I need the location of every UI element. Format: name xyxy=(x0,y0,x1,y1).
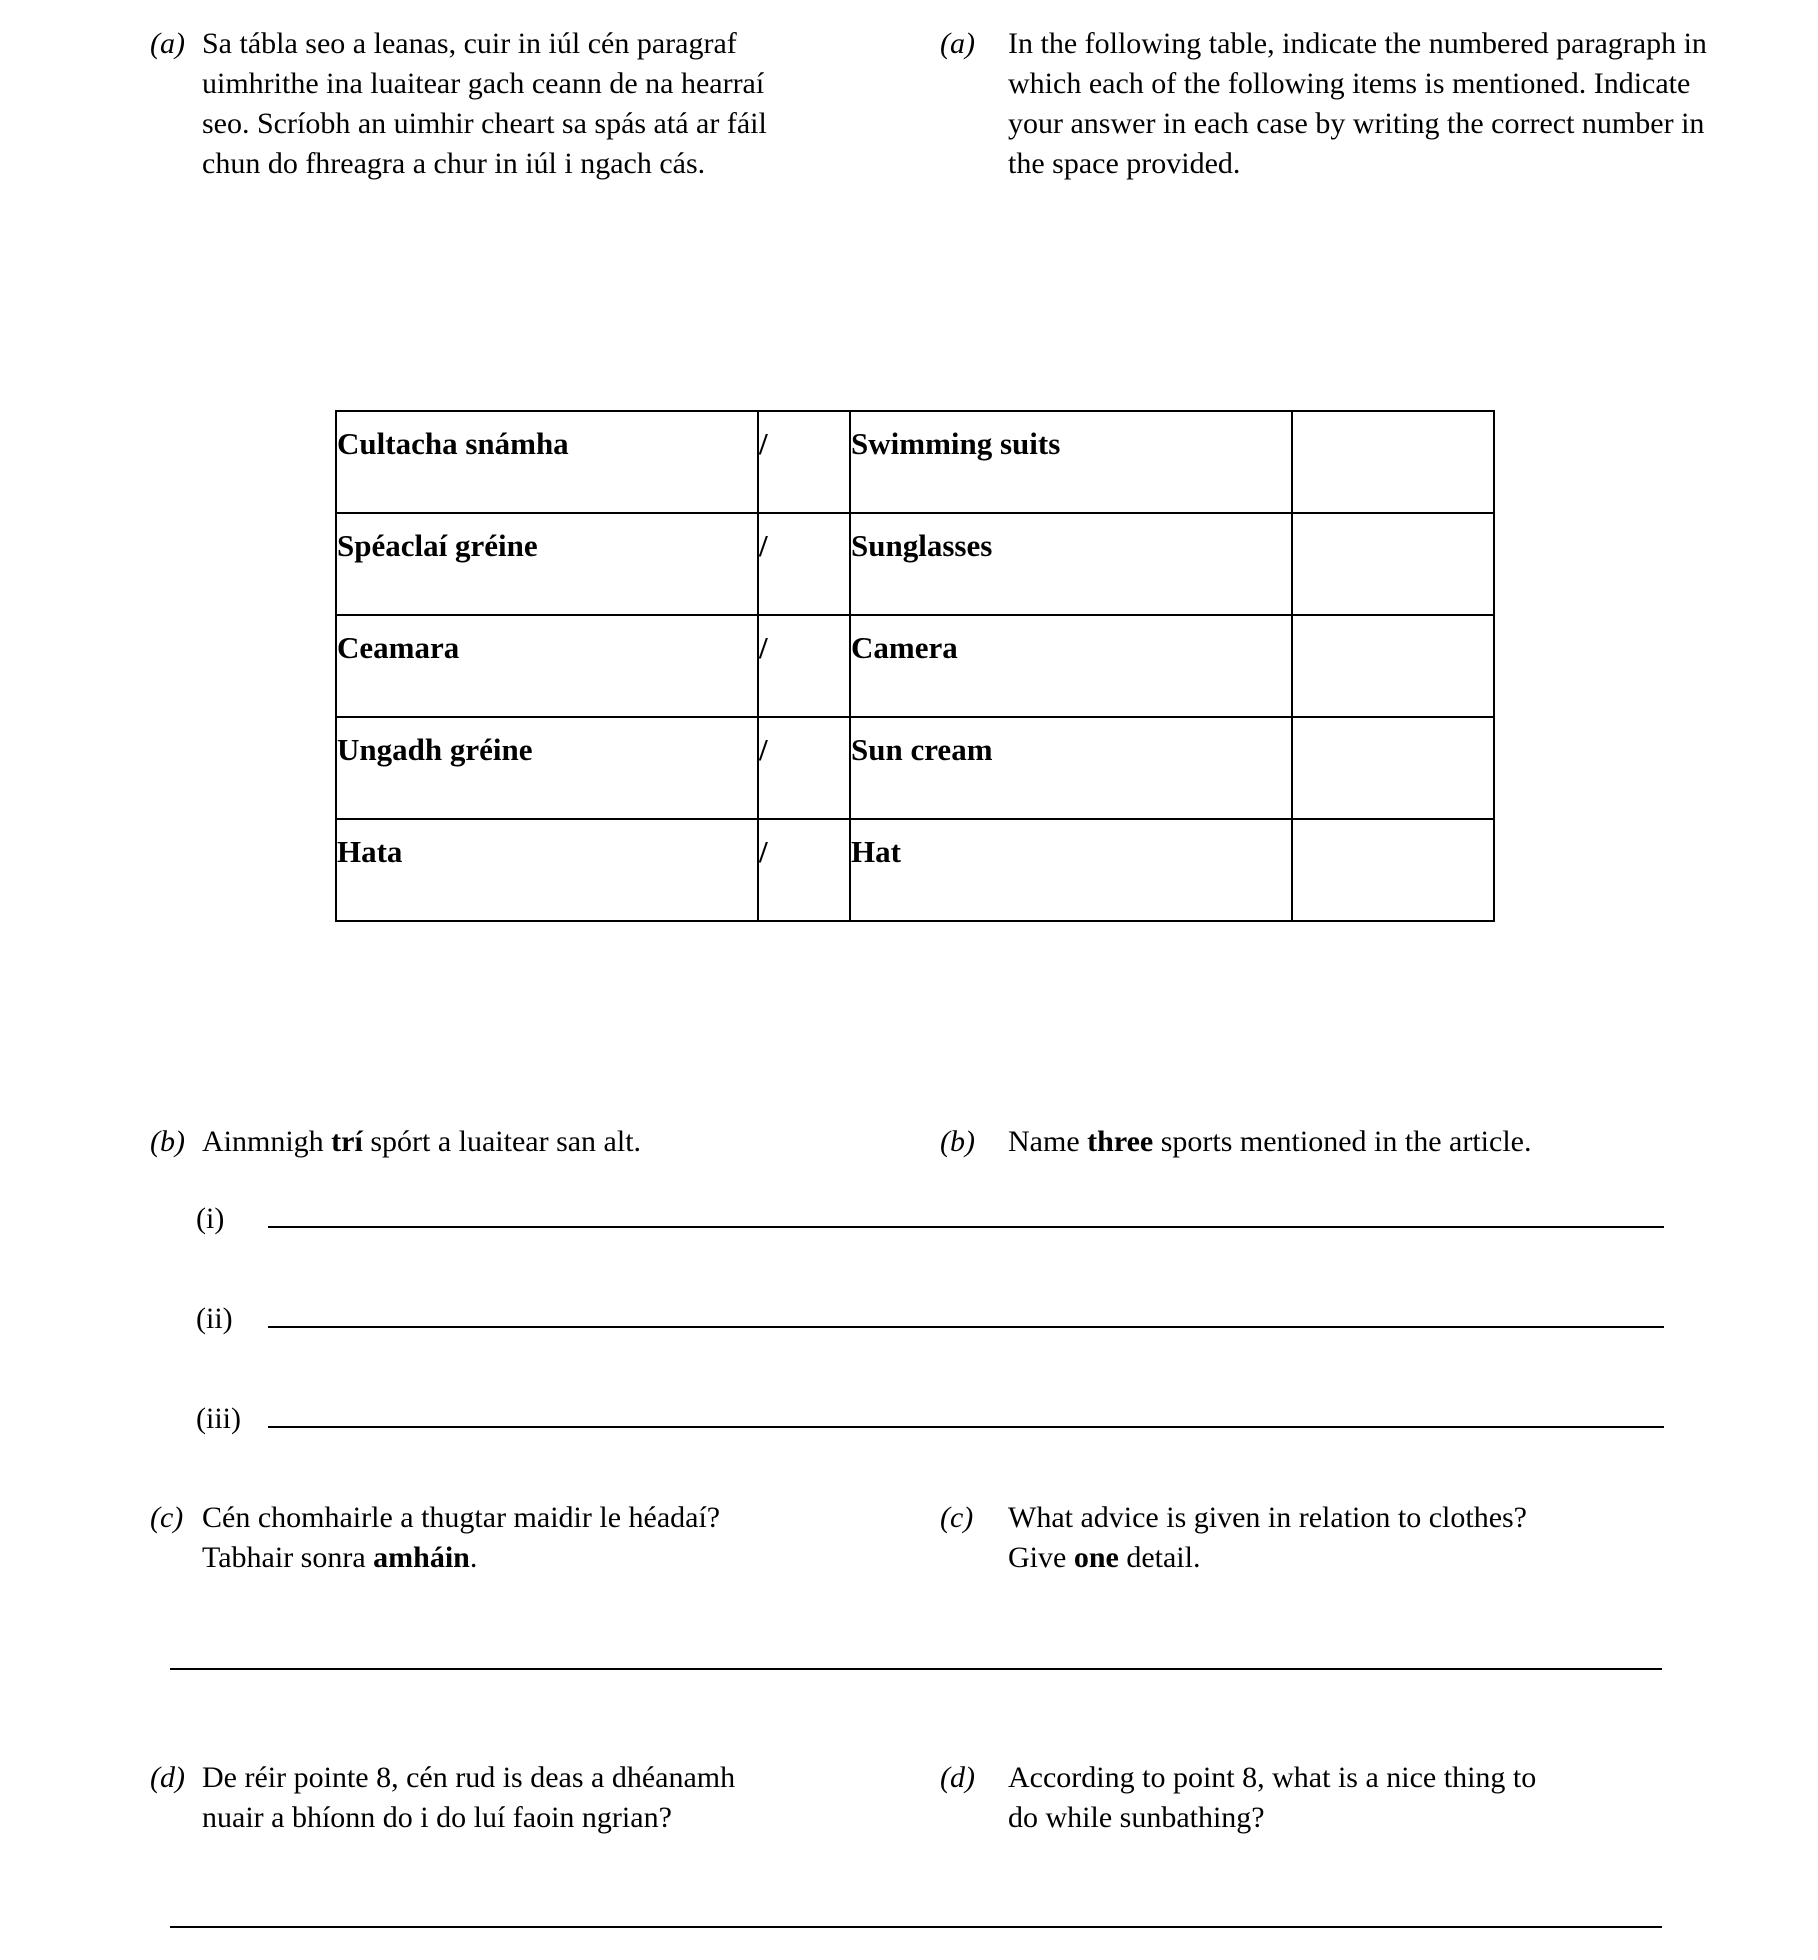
part-c-text-irish xyxy=(202,1498,720,1578)
part-b-english-post: sports mentioned in the article. xyxy=(1153,1125,1532,1158)
table-cell-english: Swimming suits xyxy=(850,411,1292,513)
table-cell-answer-box[interactable] xyxy=(1292,411,1494,513)
table-cell-english: Sun cream xyxy=(850,717,1292,819)
part-c-irish-line2-pre: Tabhair sonra xyxy=(202,1541,374,1574)
part-d-answer-line[interactable] xyxy=(170,1926,1662,1928)
question-part-a xyxy=(150,24,1710,184)
part-b-answer-row-iii xyxy=(196,1400,1664,1437)
part-b-answer-label-iii: (iii) xyxy=(196,1402,241,1435)
part-b-answer-line-iii[interactable] xyxy=(268,1400,1664,1428)
items-table xyxy=(335,410,1495,922)
part-d-text-irish xyxy=(202,1758,735,1838)
part-a-text-irish: Sa tábla seo a leanas, cuir in iúl cén paragraf uimhrithe ina luaitear gach ceann de na hearraí seo. Scríobh an uimhir cheart sa spás atá ar fáil chun do fhreagra a chur in iúl i ngach cás. xyxy=(202,27,767,180)
part-d-text-english xyxy=(1008,1758,1536,1838)
table-cell-separator: / xyxy=(758,819,850,921)
part-a-marker-english: (a) xyxy=(940,27,975,60)
part-c-english-emphasis: one xyxy=(1073,1541,1119,1574)
table-row xyxy=(336,411,1494,513)
part-b-irish-pre: Ainmnigh xyxy=(202,1125,332,1158)
table-cell-separator: / xyxy=(758,411,850,513)
table-cell-answer-box[interactable] xyxy=(1292,819,1494,921)
table-cell-english: Sunglasses xyxy=(850,513,1292,615)
table-cell-answer-box[interactable] xyxy=(1292,513,1494,615)
part-b-irish-post: spórt a luaitear san alt. xyxy=(362,1125,642,1158)
part-b-irish-column xyxy=(150,1122,940,1162)
table-cell-separator: / xyxy=(758,615,850,717)
question-part-c xyxy=(150,1498,1710,1578)
part-b-irish-emphasis: trí xyxy=(331,1125,363,1158)
table-cell-answer-box[interactable] xyxy=(1292,717,1494,819)
table-cell-irish: Ceamara xyxy=(336,615,758,717)
part-c-irish-line2-post: . xyxy=(469,1541,478,1574)
table-cell-irish: Spéaclaí gréine xyxy=(336,513,758,615)
part-c-irish-line1: Cén chomhairle a thugtar maidir le héadaí? xyxy=(202,1501,721,1534)
table-cell-english: Hat xyxy=(850,819,1292,921)
table-cell-answer-box[interactable] xyxy=(1292,615,1494,717)
part-d-irish-column xyxy=(150,1758,940,1838)
table-cell-separator: / xyxy=(758,513,850,615)
part-c-marker-irish: (c) xyxy=(150,1501,184,1534)
part-b-answer-label-ii: (ii) xyxy=(196,1302,233,1335)
part-b-english-pre: Name xyxy=(1008,1125,1088,1158)
part-d-english-line1: According to point 8, what is a nice thing to xyxy=(1008,1761,1537,1794)
part-d-irish-line2: nuair a bhíonn do i do luí faoin ngrian? xyxy=(202,1801,672,1834)
items-table-wrapper xyxy=(335,410,1495,922)
table-cell-irish: Ungadh gréine xyxy=(336,717,758,819)
part-a-irish-column xyxy=(150,24,940,184)
part-d-marker-irish: (d) xyxy=(150,1761,185,1794)
part-b-answer-label-i: (i) xyxy=(196,1202,225,1235)
table-cell-separator: / xyxy=(758,717,850,819)
part-c-english-line2-post: detail. xyxy=(1118,1541,1201,1574)
part-b-answer-row-i xyxy=(196,1200,1664,1237)
part-d-marker-english: (d) xyxy=(940,1761,975,1794)
part-c-marker-english: (c) xyxy=(940,1501,974,1534)
table-cell-irish: Hata xyxy=(336,819,758,921)
part-d-irish-line1: De réir pointe 8, cén rud is deas a dhéanamh xyxy=(202,1761,736,1794)
question-part-d xyxy=(150,1758,1710,1838)
part-b-marker-irish: (b) xyxy=(150,1125,185,1158)
part-d-english-column xyxy=(940,1758,1710,1838)
part-b-english-column xyxy=(940,1122,1710,1162)
part-b-text-irish xyxy=(202,1122,641,1162)
part-c-irish-emphasis: amháin xyxy=(373,1541,470,1574)
part-a-text-english: In the following table, indicate the numbered paragraph in which each of the following items is mentioned. Indicate your answer in each case by writing the correct number in the space provided. xyxy=(1008,27,1707,180)
part-c-irish-column xyxy=(150,1498,940,1578)
part-b-english-emphasis: three xyxy=(1087,1125,1154,1158)
table-cell-irish: Cultacha snámha xyxy=(336,411,758,513)
part-d-english-line2: do while sunbathing? xyxy=(1008,1801,1265,1834)
table-row xyxy=(336,717,1494,819)
table-row xyxy=(336,819,1494,921)
part-a-marker-irish: (a) xyxy=(150,27,185,60)
part-b-answer-line-ii[interactable] xyxy=(268,1300,1664,1328)
table-row xyxy=(336,513,1494,615)
part-a-english-column xyxy=(940,24,1710,184)
part-c-english-line1: What advice is given in relation to clothes? xyxy=(1008,1501,1527,1534)
part-c-text-english xyxy=(1008,1498,1527,1578)
table-cell-english: Camera xyxy=(850,615,1292,717)
part-b-marker-english: (b) xyxy=(940,1125,975,1158)
part-b-text-english xyxy=(1008,1122,1531,1162)
part-c-answer-line[interactable] xyxy=(170,1668,1662,1670)
part-b-answer-row-ii xyxy=(196,1300,1664,1337)
part-c-english-line2-pre: Give xyxy=(1008,1541,1074,1574)
table-row xyxy=(336,615,1494,717)
part-b-answer-line-i[interactable] xyxy=(268,1200,1664,1228)
question-part-b xyxy=(150,1122,1710,1162)
part-c-english-column xyxy=(940,1498,1710,1578)
